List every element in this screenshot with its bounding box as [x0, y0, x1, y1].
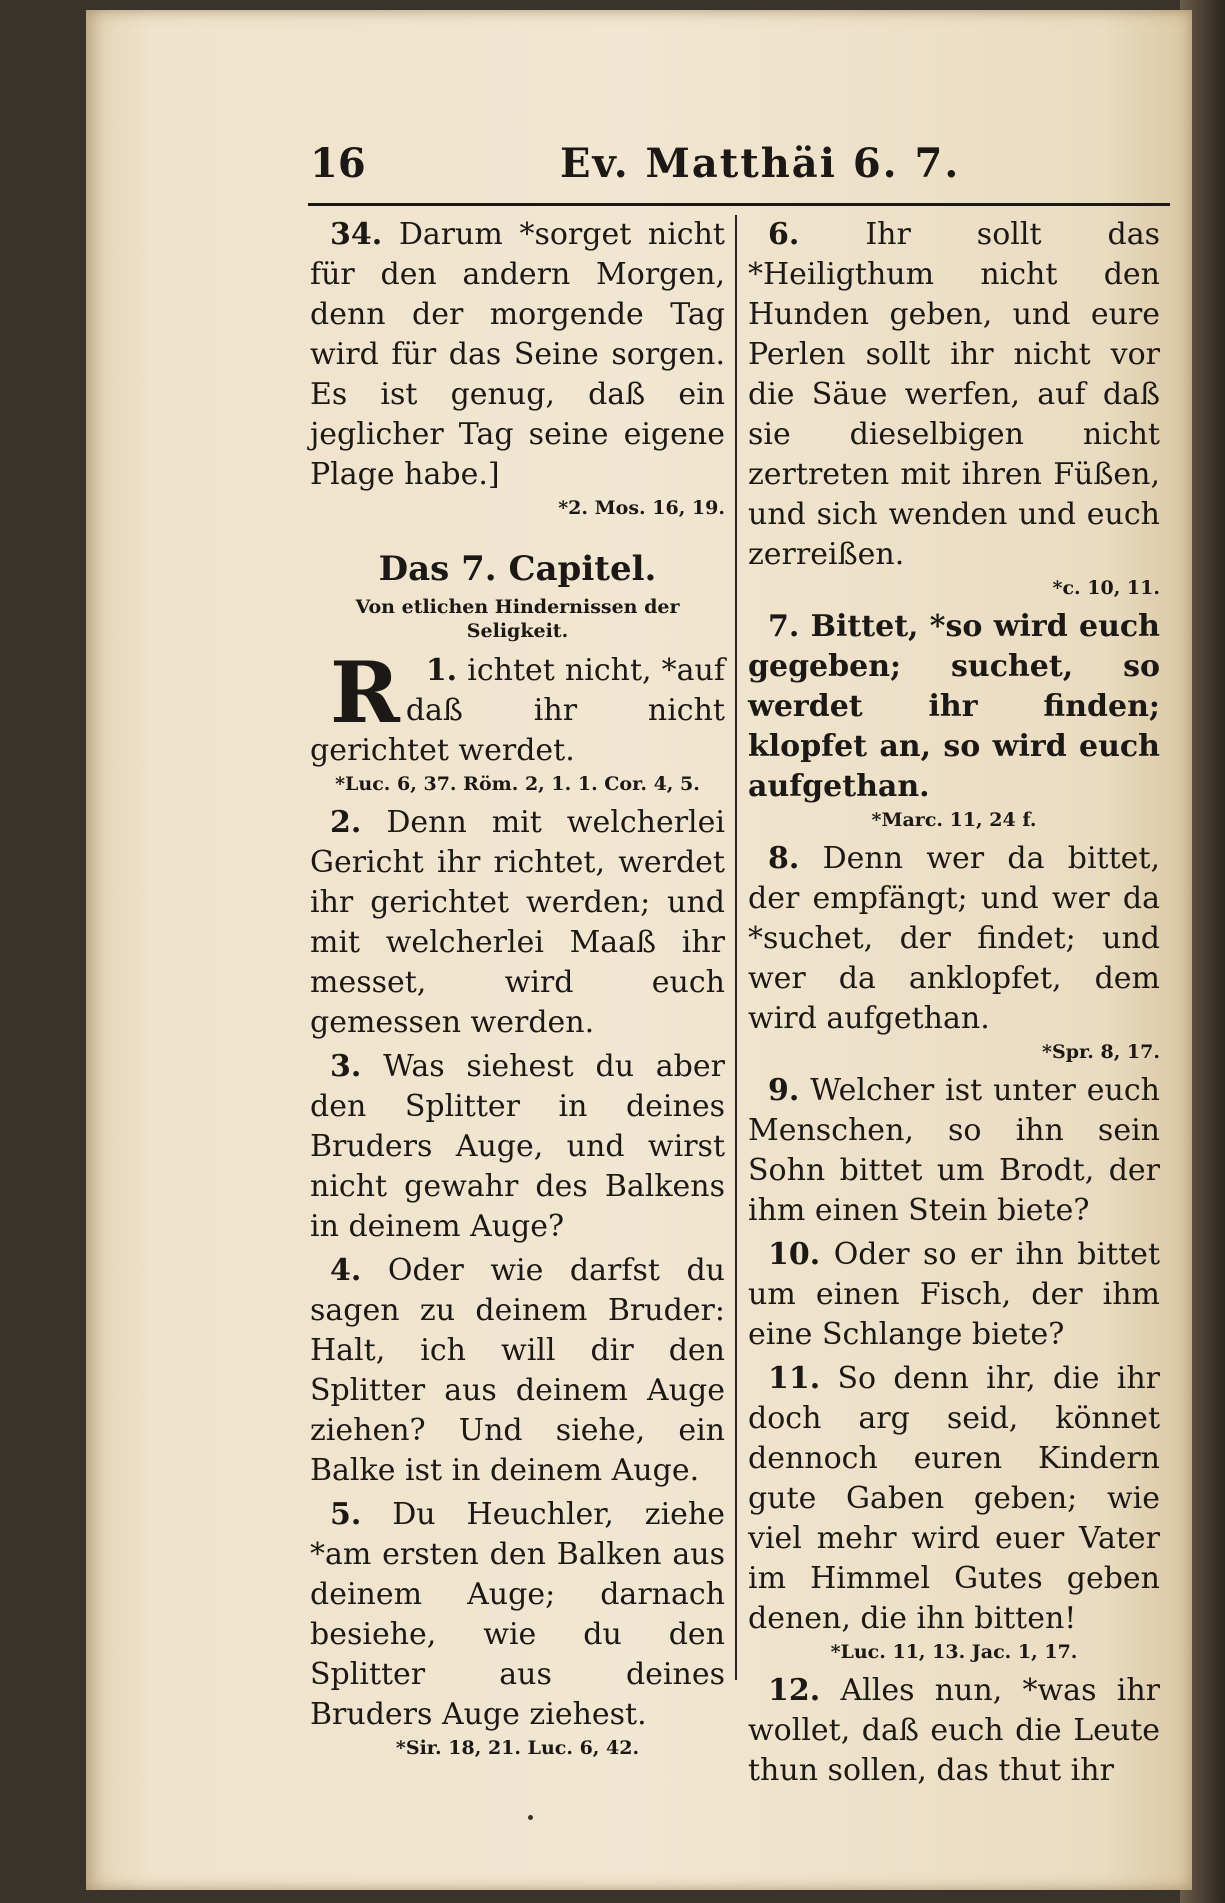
cross-reference: *2. Mos. 16, 19.: [558, 497, 725, 519]
verse-text: Bittet, *so wird euch gegeben; suchet, so werdet ihr finden; klopfet an, so wird euch aufgethan.: [748, 609, 1160, 804]
verse-text: Welcher ist unter euch Menschen, so ihn sein Sohn bittet um Brodt, der ihm einen Stein biete?: [748, 1073, 1160, 1228]
verse-number: 6.: [768, 217, 800, 252]
verse-number: 5.: [330, 1497, 362, 1532]
verse-number: 34.: [330, 217, 383, 252]
verse-number: 10.: [768, 1237, 821, 1272]
column-divider: [735, 215, 737, 1680]
header-rule: [308, 203, 1170, 206]
verse-text: Denn mit welcherlei Gericht ihr richtet, werdet ihr gerichtet werden; und mit welcherlei Maaß ihr messet, wird euch gemessen werden.: [310, 805, 725, 1040]
verse-number: 4.: [330, 1253, 362, 1288]
verse-number: 12.: [768, 1673, 821, 1708]
verse-34: [310, 215, 725, 495]
verse-4: [310, 1251, 725, 1491]
verse-9: [748, 1071, 1160, 1231]
verse-text: Oder wie darfst du sagen zu deinem Bruder: Halt, ich will dir den Splitter aus deinem Auge ziehen? Und siehe, ein Balke ist in deinem Auge.: [310, 1253, 725, 1488]
verse-text: So denn ihr, die ihr doch arg seid, könnet dennoch euren Kindern gute Gaben geben; wie viel mehr wird euer Vater im Himmel Gutes geben denen, die ihn bitten!: [748, 1361, 1160, 1636]
verse-text: Was siehest du aber den Splitter in deines Bruders Auge, und wirst nicht gewahr des Balkens in deinem Auge?: [310, 1049, 725, 1244]
verse-text: Darum *sorget nicht für den andern Morgen, denn der morgende Tag wird für das Seine sorgen. Es ist genug, daß ein jeglicher Tag seine eigene Plage habe.]: [310, 217, 725, 492]
verse-11: [748, 1359, 1160, 1639]
verse-number: 9.: [768, 1073, 800, 1108]
verse-1: [310, 643, 725, 771]
cross-reference: *c. 10, 11.: [1052, 577, 1160, 599]
verse-text: ichtet nicht, *auf daß ihr nicht gerichtet werdet.: [310, 653, 725, 768]
verse-3: [310, 1047, 725, 1247]
verse-number: 3.: [330, 1049, 362, 1084]
verse-text: Du Heuchler, ziehe *am ersten den Balken aus deinem Auge; darnach besiehe, wie du den Splitter aus deines Bruders Auge ziehest.: [310, 1497, 725, 1732]
cross-reference: *Marc. 11, 24 f.: [871, 809, 1037, 831]
verse-text: Denn wer da bittet, der empfängt; und wer da *suchet, der findet; und wer da anklopfet, dem wird aufgethan.: [748, 841, 1160, 1036]
verse-10: [748, 1235, 1160, 1355]
drop-cap: R: [330, 643, 400, 742]
verse-2: [310, 803, 725, 1043]
verse-text: Oder so er ihn bittet um einen Fisch, der ihm eine Schlange biete?: [748, 1237, 1160, 1352]
verse-8: [748, 839, 1160, 1039]
cross-reference: *Sir. 18, 21. Luc. 6, 42.: [395, 1737, 640, 1759]
verse-text: Alles nun, *was ihr wollet, daß euch die Leute thun sollen, das thut ihr: [748, 1673, 1160, 1788]
cross-reference: *Luc. 6, 37. Röm. 2, 1. 1. Cor. 4, 5.: [335, 773, 700, 795]
chapter-title: Das 7. Capitel.: [378, 549, 657, 589]
page-number: 16: [310, 140, 366, 187]
verse-text: Ihr sollt das *Heiligthum nicht den Hunden geben, und eure Perlen sollt ihr nicht vor die Säue werfen, auf daß sie dieselbigen nicht zertreten mit ihren Füßen, und sich wenden und euch zerreißen.: [748, 217, 1160, 572]
left-column: [310, 215, 725, 1767]
verse-number: 1.: [425, 653, 458, 688]
verse-5: [310, 1495, 725, 1735]
verse-number: 7.: [768, 609, 800, 644]
chapter-subtitle: Von etlichen Hindernissen der Seligkeit.: [355, 596, 680, 642]
running-title: Ev. Matthäi 6. 7.: [560, 140, 961, 187]
cross-reference: *Spr. 8, 17.: [1042, 1041, 1160, 1063]
verse-number: 8.: [768, 841, 800, 876]
verse-number: 2.: [330, 805, 362, 840]
right-column: [748, 215, 1160, 1795]
verse-12: [748, 1671, 1160, 1791]
verse-6: [748, 215, 1160, 575]
cross-reference: *Luc. 11, 13. Jac. 1, 17.: [830, 1641, 1078, 1663]
verse-7: [748, 607, 1160, 807]
page-header: [220, 140, 1170, 200]
verse-number: 11.: [768, 1361, 821, 1396]
ink-speck: [528, 1815, 533, 1820]
